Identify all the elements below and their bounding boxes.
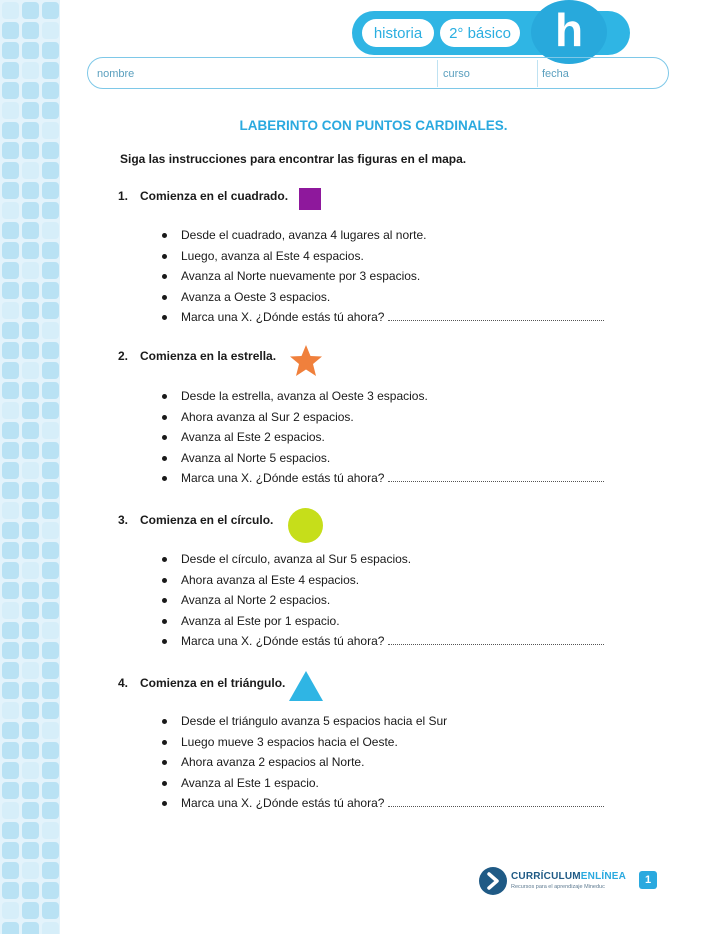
decorative-tile [2,822,19,839]
answer-prompt: Marca una X. ¿Dónde estás tú ahora? [181,310,385,324]
decorative-tile [42,42,59,59]
decorative-tile [2,762,19,779]
decorative-tile [22,542,39,559]
decorative-tile [2,602,19,619]
decorative-side-strip [0,0,60,934]
list-item: Ahora avanza al Este 4 espacios. [162,570,604,591]
logo-letter: h [554,4,584,56]
triangle-icon [288,670,324,702]
decorative-tile [2,582,19,599]
decorative-tile [42,702,59,719]
steps-list-4 [162,711,604,814]
decorative-tile [42,362,59,379]
decorative-tile [42,422,59,439]
decorative-tile [42,822,59,839]
decorative-tile [2,222,19,239]
section-heading-text: Comienza en la estrella. [140,349,277,363]
decorative-tile [2,882,19,899]
decorative-tile [22,22,39,39]
decorative-tile [22,2,39,19]
decorative-tile [2,342,19,359]
date-field-label: fecha [542,68,569,80]
decorative-tile [2,462,19,479]
section-number: 3. [118,513,129,527]
decorative-tile [42,622,59,639]
decorative-tile [2,302,19,319]
worksheet-title: LABERINTO CON PUNTOS CARDINALES. [239,118,508,133]
decorative-tile [2,722,19,739]
decorative-tile [42,282,59,299]
decorative-tile [22,422,39,439]
decorative-tile [22,142,39,159]
decorative-tile [42,662,59,679]
decorative-tile [42,682,59,699]
decorative-tile [2,522,19,539]
decorative-tile [22,242,39,259]
decorative-tile [42,842,59,859]
star-icon [289,344,323,377]
grade-tag: 2° básico [440,19,520,47]
decorative-tile [2,2,19,19]
section-heading-text: Comienza en el círculo. [140,513,274,527]
decorative-tile [22,322,39,339]
decorative-tile [22,62,39,79]
subject-logo [531,0,607,64]
decorative-tile [22,342,39,359]
decorative-tile [2,922,19,934]
decorative-tile [22,102,39,119]
list-item: Ahora avanza al Sur 2 espacios. [162,407,604,428]
subject-tag: historia [362,19,434,47]
decorative-tile [42,162,59,179]
decorative-tile [2,862,19,879]
list-item: Desde el triángulo avanza 5 espacios hacia el Sur [162,711,604,732]
decorative-tile [2,182,19,199]
decorative-tile [2,162,19,179]
section-heading-2 [118,349,276,363]
decorative-tile [42,802,59,819]
decorative-tile [42,602,59,619]
decorative-tile [22,862,39,879]
decorative-tile [22,882,39,899]
list-item: Avanza a Oeste 3 espacios. [162,287,604,308]
decorative-tile [42,722,59,739]
decorative-tile [2,902,19,919]
divider [437,60,438,87]
decorative-tile [22,642,39,659]
section-number: 4. [118,676,129,690]
steps-list-3 [162,549,604,652]
decorative-tile [2,742,19,759]
decorative-tile [22,702,39,719]
decorative-tile [42,342,59,359]
list-item [162,793,604,814]
decorative-tile [22,382,39,399]
decorative-tile [42,302,59,319]
brand-tagline: Recursos para el aprendizaje Mineduc [511,884,605,890]
answer-prompt: Marca una X. ¿Dónde estás tú ahora? [181,634,385,648]
brand-name [511,871,626,882]
decorative-tile [2,142,19,159]
list-item: Desde el cuadrado, avanza 4 lugares al norte. [162,225,604,246]
decorative-tile [22,662,39,679]
list-item: Luego, avanza al Este 4 espacios. [162,246,604,267]
list-item: Desde la estrella, avanza al Oeste 3 espacios. [162,386,604,407]
circle-icon [288,508,323,543]
decorative-tile [2,262,19,279]
decorative-tile [22,42,39,59]
decorative-tile [22,502,39,519]
decorative-tile [2,22,19,39]
decorative-tile [22,522,39,539]
decorative-tile [22,842,39,859]
list-item [162,307,604,328]
decorative-tile [22,482,39,499]
decorative-tile [42,242,59,259]
instructions-text: Siga las instrucciones para encontrar las figuras en el mapa. [120,152,467,166]
decorative-tile [22,282,39,299]
decorative-tile [22,622,39,639]
course-field-label: curso [443,68,470,80]
decorative-tile [2,382,19,399]
section-heading-3 [118,513,273,527]
decorative-tile [22,562,39,579]
decorative-tile [2,282,19,299]
decorative-tile [22,742,39,759]
decorative-tile [2,482,19,499]
section-number: 2. [118,349,129,363]
decorative-tile [2,562,19,579]
decorative-tile [42,22,59,39]
list-item: Avanza al Este por 1 espacio. [162,611,604,632]
decorative-tile [42,482,59,499]
section-heading-4 [118,676,285,690]
decorative-tile [2,642,19,659]
decorative-tile [2,662,19,679]
decorative-tile [2,242,19,259]
student-info-bar [87,57,669,89]
list-item: Avanza al Norte 2 espacios. [162,590,604,611]
decorative-tile [22,722,39,739]
decorative-tile [22,462,39,479]
brand-logo [479,867,507,895]
decorative-tile [42,222,59,239]
answer-line[interactable] [388,472,604,482]
decorative-tile [22,442,39,459]
decorative-tile [22,222,39,239]
decorative-tile [42,782,59,799]
decorative-tile [22,782,39,799]
decorative-tile [22,822,39,839]
decorative-tile [42,542,59,559]
decorative-tile [22,762,39,779]
decorative-tile [22,902,39,919]
decorative-tile [42,462,59,479]
decorative-tile [22,262,39,279]
brand-accent: ENLÍNEA [580,871,627,882]
decorative-tile [22,682,39,699]
list-item: Avanza al Norte nuevamente por 3 espacios. [162,266,604,287]
steps-list-1 [162,225,604,328]
play-chevron-icon [479,867,507,895]
decorative-tile [2,622,19,639]
decorative-tile [42,882,59,899]
decorative-tile [42,82,59,99]
decorative-tile [42,102,59,119]
decorative-tile [22,362,39,379]
square-icon [299,188,321,210]
list-item: Avanza al Este 1 espacio. [162,773,604,794]
list-item: Avanza al Este 2 espacios. [162,427,604,448]
decorative-tile [2,402,19,419]
decorative-tile [2,82,19,99]
decorative-tile [42,202,59,219]
answer-line[interactable] [388,797,604,807]
divider [537,60,538,87]
section-heading-1 [118,189,288,203]
decorative-tile [42,442,59,459]
brand-main: CURRÍCULUM [511,871,581,882]
decorative-tile [2,802,19,819]
answer-prompt: Marca una X. ¿Dónde estás tú ahora? [181,471,385,485]
decorative-tile [2,542,19,559]
decorative-tile [42,322,59,339]
decorative-tile [2,682,19,699]
decorative-tile [2,422,19,439]
decorative-tile [42,62,59,79]
list-item: Ahora avanza 2 espacios al Norte. [162,752,604,773]
decorative-tile [22,582,39,599]
decorative-tile [2,102,19,119]
list-item: Luego mueve 3 espacios hacia el Oeste. [162,732,604,753]
list-item: Desde el círculo, avanza al Sur 5 espacios. [162,549,604,570]
list-item: Avanza al Norte 5 espacios. [162,448,604,469]
decorative-tile [2,702,19,719]
decorative-tile [42,182,59,199]
decorative-tile [42,142,59,159]
answer-line[interactable] [388,635,604,645]
decorative-tile [22,82,39,99]
list-item [162,631,604,652]
decorative-tile [2,322,19,339]
answer-prompt: Marca una X. ¿Dónde estás tú ahora? [181,796,385,810]
decorative-tile [42,562,59,579]
section-number: 1. [118,189,129,203]
decorative-tile [2,42,19,59]
page-number: 1 [639,871,657,889]
decorative-tile [42,382,59,399]
decorative-tile [22,802,39,819]
decorative-tile [2,502,19,519]
decorative-tile [42,862,59,879]
decorative-tile [22,182,39,199]
name-field-label: nombre [97,68,135,80]
decorative-tile [22,202,39,219]
decorative-tile [2,202,19,219]
decorative-tile [2,62,19,79]
decorative-tile [42,502,59,519]
decorative-tile [42,902,59,919]
decorative-tile [42,582,59,599]
decorative-tile [2,842,19,859]
decorative-tile [2,442,19,459]
decorative-tile [22,402,39,419]
decorative-tile [42,262,59,279]
list-item [162,468,604,489]
decorative-tile [2,362,19,379]
decorative-tile [42,522,59,539]
decorative-tile [22,922,39,934]
decorative-tile [42,762,59,779]
decorative-tile [42,642,59,659]
decorative-tile [22,302,39,319]
decorative-tile [2,782,19,799]
decorative-tile [42,402,59,419]
section-heading-text: Comienza en el cuadrado. [140,189,289,203]
decorative-tile [22,162,39,179]
decorative-tile [42,922,59,934]
decorative-tile [22,602,39,619]
section-heading-text: Comienza en el triángulo. [140,676,286,690]
decorative-tile [42,742,59,759]
steps-list-2 [162,386,604,489]
answer-line[interactable] [388,311,604,321]
decorative-tile [42,2,59,19]
